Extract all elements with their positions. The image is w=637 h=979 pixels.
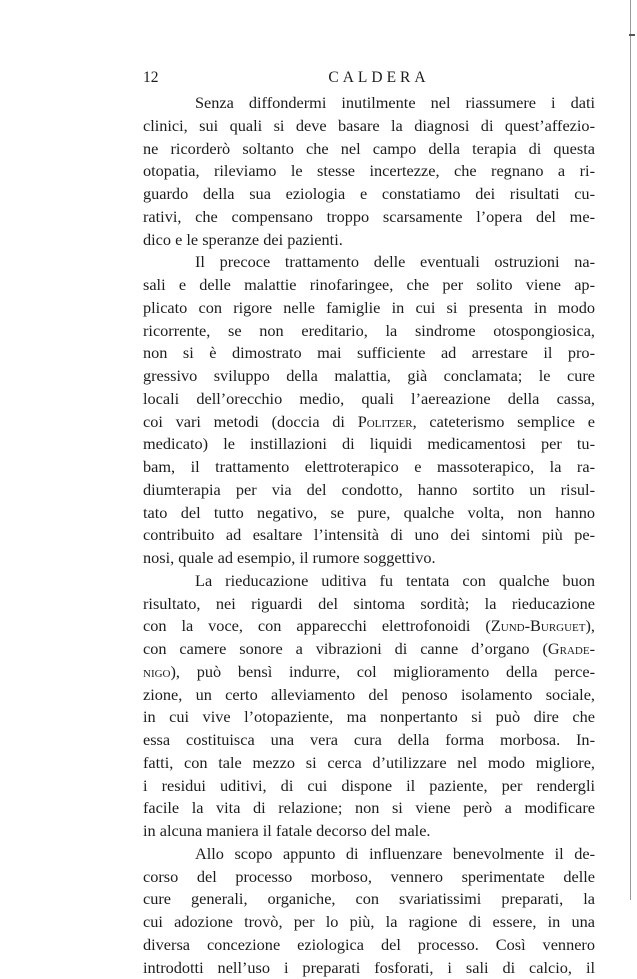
text-line: risultato, nei riguardi del sintoma sordità; la rieducazione (143, 593, 595, 616)
text-line: essa costituisca una vera cura della forma morbosa. In- (143, 729, 595, 752)
text-line: La rieducazione uditiva fu tentata con qualche buon (143, 570, 595, 593)
running-title: CALDERA (143, 69, 595, 87)
text-line: facile la vita di relazione; non si viene però a modificare (143, 797, 595, 820)
text-segment: coi vari metodi (doccia di (143, 412, 358, 431)
author-name-politzer: Politzer (358, 412, 413, 431)
page-edge-mark (629, 34, 635, 36)
text-line-with-name (143, 411, 595, 434)
text-segment: , cateterismo semplice e (413, 412, 595, 431)
author-name-gradenigo: Grade- (548, 639, 595, 658)
text-line: sali e delle malattie rinofaringee, che per solito viene ap- (143, 274, 595, 297)
text-line: fatti, con tale mezzo si cerca d’utilizzare nel modo migliore, (143, 752, 595, 775)
text-line: Allo scopo appunto di influenzare benevolmente il de- (143, 843, 595, 866)
page-number: 12 (143, 69, 159, 87)
text-line: bam, il trattamento elettroterapico e massoterapico, la ra- (143, 456, 595, 479)
text-line: medicato) le instillazioni di liquidi medicamentosi per tu- (143, 433, 595, 456)
text-line: zione, un certo alleviamento del penoso isolamento sociale, (143, 684, 595, 707)
text-line: Il precoce trattamento delle eventuali ostruzioni na- (143, 251, 595, 274)
text-line: plicato con rigore nelle famiglie in cui si presenta in modo (143, 297, 595, 320)
text-line: in alcuna maniera il fatale decorso del male. (143, 820, 595, 843)
text-line: diversa concezione eziologica del processo. Così vennero (143, 934, 595, 957)
text-line: dico e le speranze dei pazienti. (143, 229, 595, 252)
text-line: Senza diffondermi inutilmente nel riassumere i dati (143, 92, 595, 115)
text-line: non si è dimostrato mai sufficiente ad arrestare il pro- (143, 342, 595, 365)
text-line: clinici, sui quali si deve basare la diagnosi di quest’affezio- (143, 115, 595, 138)
text-segment: con la voce, con apparecchi elettrofonoidi ( (143, 616, 491, 635)
text-line: contribuito ad esaltare l’intensità di uno dei sintomi più pe- (143, 524, 595, 547)
author-name-gradenigo-cont: nigo (143, 662, 171, 681)
text-line: corso del processo morboso, vennero sperimentate delle (143, 866, 595, 889)
text-line: gressivo sviluppo della malattia, già conclamata; le cure (143, 365, 595, 388)
text-line: ne ricorderò soltanto che nel campo della terapia di questa (143, 138, 595, 161)
text-segment: ), (586, 616, 596, 635)
text-line: cure generali, organiche, con svariatissimi preparati, la (143, 888, 595, 911)
text-line: cui adozione trovò, per lo più, la ragione di essere, in una (143, 911, 595, 934)
text-line: locali dell’orecchio medio, quali l’aereazione della cassa, (143, 388, 595, 411)
text-line: tato del tutto negativo, se pure, qualche volta, non hanno (143, 502, 595, 525)
text-line: introdotti nell’uso i preparati fosforati, i sali di calcio, il (143, 957, 595, 979)
text-line: diumterapia per via del condotto, hanno sortito un risul- (143, 479, 595, 502)
text-line: ricorrente, se non ereditario, la sindrome otospongiosica, (143, 320, 595, 343)
text-line: guardo della sua eziologia e constatiamo dei risultati cu- (143, 183, 595, 206)
text-line-with-name (143, 615, 595, 638)
body-text (143, 92, 595, 979)
text-segment: con camere sonore a vibrazioni di canne d’organo ( (143, 639, 548, 658)
author-name-zund-burguet: Zund-Burguet (491, 616, 586, 635)
text-line: in cui vive l’otopaziente, ma nonpertanto si può dire che (143, 706, 595, 729)
text-line: i residui uditivi, di cui dispone il paziente, per rendergli (143, 775, 595, 798)
text-line: nosi, quale ad esempio, il rumore soggettivo. (143, 547, 595, 570)
text-line: otopatia, rileviamo le stesse incertezze, che regnano a ri- (143, 160, 595, 183)
text-line-with-name (143, 638, 595, 661)
text-line-with-name (143, 661, 595, 684)
text-line: rativi, che compensano troppo scarsamente l’opera del me- (143, 206, 595, 229)
page-header (143, 69, 595, 89)
page-edge-line (630, 0, 631, 900)
text-segment: ), può bensì indurre, col miglioramento della perce- (171, 662, 596, 681)
